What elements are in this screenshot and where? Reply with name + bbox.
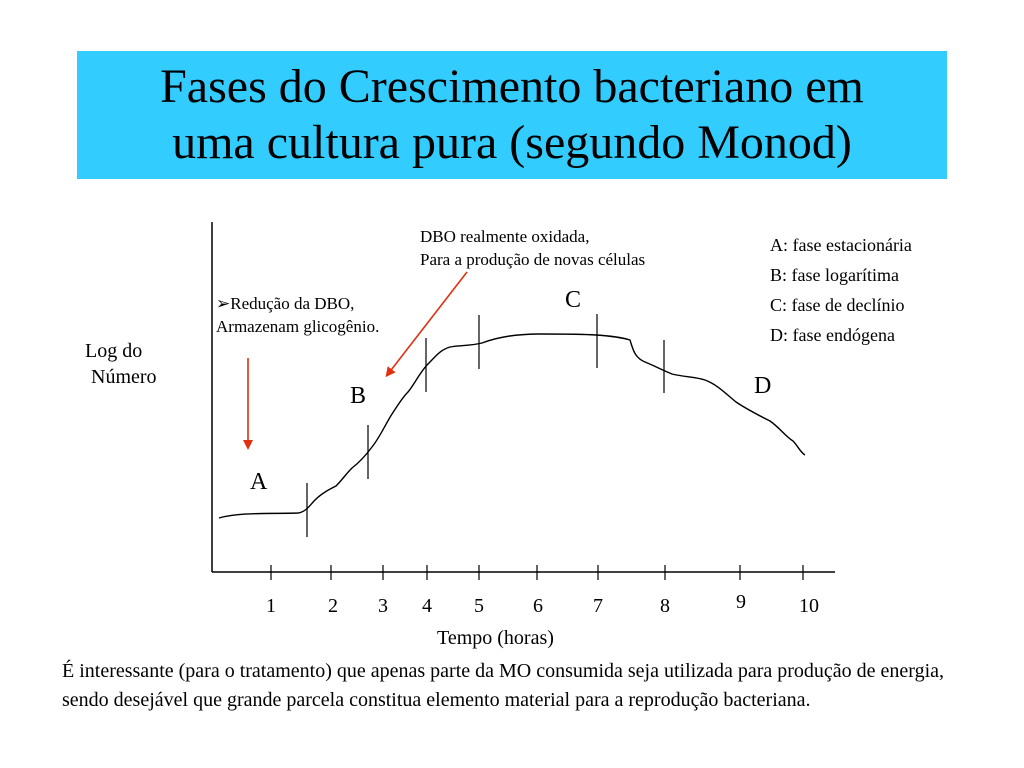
phase-label-d: D xyxy=(754,373,772,399)
x-tick-label-3: 3 xyxy=(378,595,388,617)
annotation-top-line-1: DBO realmente oxidada, xyxy=(420,227,590,246)
x-tick-label-1: 1 xyxy=(266,595,276,617)
x-tick-label-6: 6 xyxy=(533,595,543,617)
y-axis-label-line-1: Log do xyxy=(85,340,143,362)
title-line-2: uma cultura pura (segundo Monod) xyxy=(172,116,852,169)
x-tick-label-10: 10 xyxy=(799,595,819,617)
legend-item-d: D: fase endógena xyxy=(770,325,895,345)
x-axis-label: Tempo (horas) xyxy=(437,627,554,649)
annotation-top xyxy=(420,225,645,271)
x-tick-label-4: 4 xyxy=(422,595,432,617)
y-axis-label-line-2: Número xyxy=(91,366,157,388)
phase-label-c: C xyxy=(565,287,582,313)
phase-label-b: B xyxy=(350,383,367,409)
phase-boundaries xyxy=(307,314,664,537)
annotation-left xyxy=(216,292,379,338)
x-tick-label-5: 5 xyxy=(474,595,484,617)
annotation-bullet: ➢ xyxy=(216,294,231,313)
annotation-left-line-2: Armazenam glicogênio. xyxy=(216,317,380,336)
footer-paragraph: É interessante (para o tratamento) que apenas parte da MO consumida seja utilizada para produção de energia, sendo desejável que grande parcela constitua elemento material para a reprodução bacteriana. xyxy=(62,660,945,711)
legend-item-c: C: fase de declínio xyxy=(770,295,905,315)
arrow-to-phase-b xyxy=(388,272,467,374)
x-tick-label-2: 2 xyxy=(328,595,338,617)
phase-legend xyxy=(770,230,912,350)
y-axis-label xyxy=(85,338,157,390)
legend-item-a: A: fase estacionária xyxy=(770,235,912,255)
annotation-top-line-2: Para a produção de novas células xyxy=(420,250,646,269)
phase-label-a: A xyxy=(250,469,268,495)
title-line-1: Fases do Crescimento bacteriano em xyxy=(160,60,864,113)
x-tick-label-8: 8 xyxy=(660,595,670,617)
x-tick-label-7: 7 xyxy=(593,595,603,617)
x-tick-label-9: 9 xyxy=(736,591,746,613)
legend-item-b: B: fase logarítima xyxy=(770,265,899,285)
annotation-left-line-1: Redução da DBO, xyxy=(230,294,355,313)
